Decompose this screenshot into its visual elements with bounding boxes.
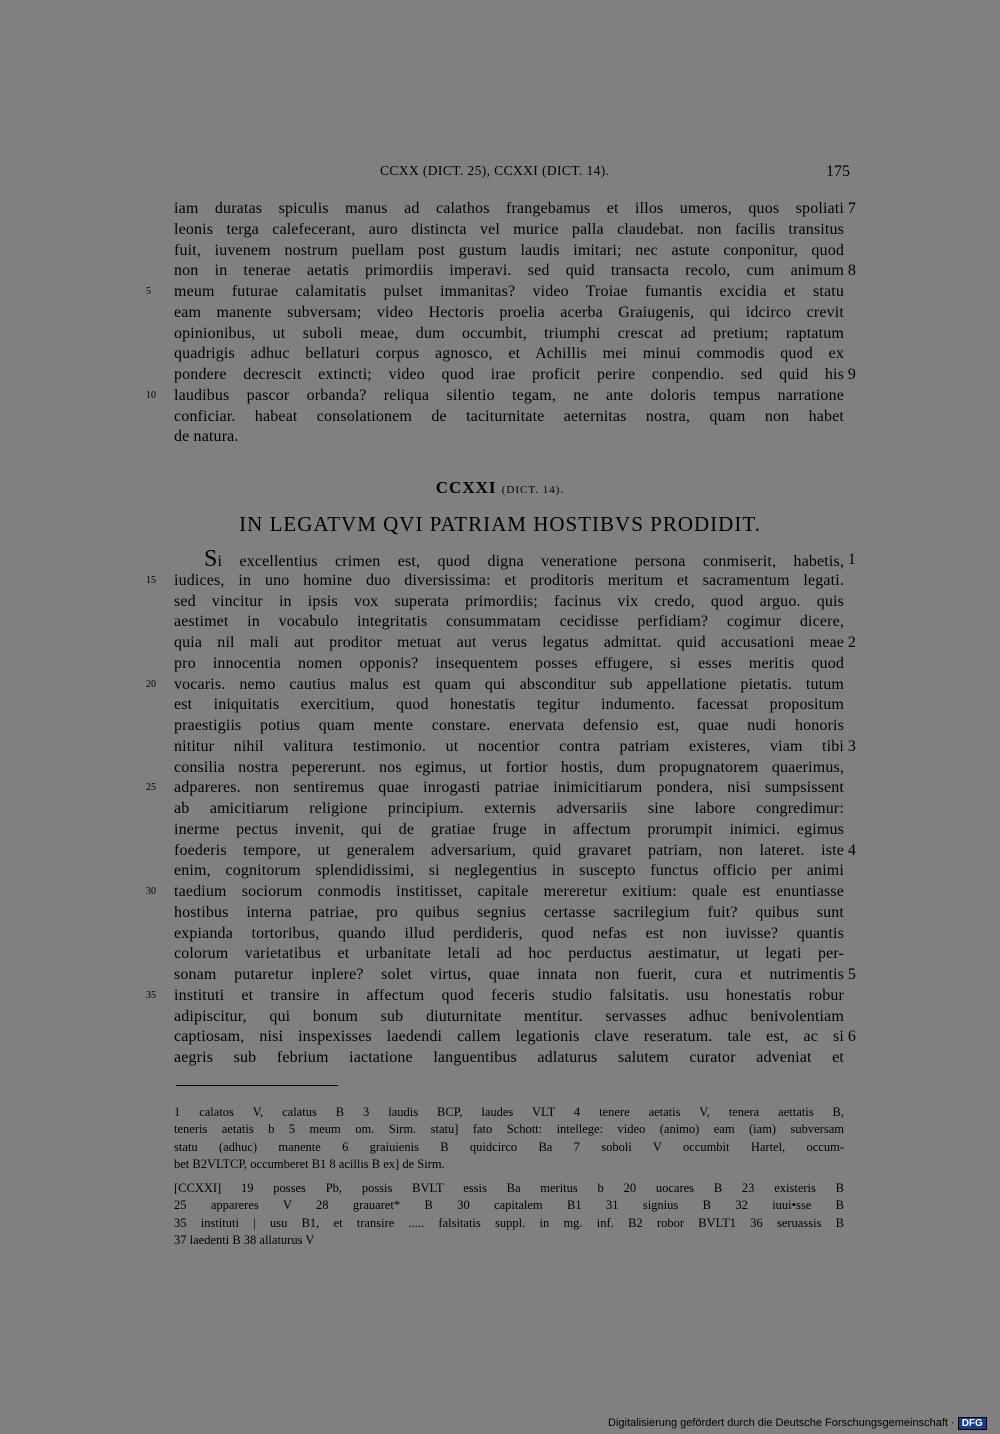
initial-letter: S xyxy=(204,546,218,572)
line-text: pondere decrescit extincti; video quod irae proficit perire conpendio. sed quid his xyxy=(174,366,844,383)
running-header xyxy=(380,163,850,185)
digitization-credit xyxy=(608,1417,987,1430)
line-text: sed vincitur in ipsis vox superata primordiis; facinus vix credo, quod arguo. quis xyxy=(174,592,844,610)
text-line xyxy=(174,385,844,406)
line-number: 35 xyxy=(146,989,156,1001)
line-text: iudices, in uno homine duo diversissima: et proditoris meritum et sacramentum legati. xyxy=(174,571,844,589)
text-line xyxy=(174,943,844,964)
line-number: 30 xyxy=(146,886,156,897)
text-line xyxy=(174,1047,844,1068)
line-text: captiosam, nisi inspexisses laedendi callem legationis clave reseratum. tale est, ac si xyxy=(174,1028,844,1046)
text-line xyxy=(174,964,856,985)
line-text: fuit, iuvenem nostrum puellam post gustum laudis imitari; nec astute conponitur, quod xyxy=(174,241,844,259)
line-text: meum futurae calamitatis pulset immanitas? video Troiae fumantis excidia et statu xyxy=(174,283,844,300)
section-marker: 4 xyxy=(847,841,856,859)
line-number: 20 xyxy=(146,678,156,690)
text-line xyxy=(174,198,856,219)
line-text: consilia nostra pepererunt. nos egimus, ut fortior hostis, dum propugnatorem quaerimus, xyxy=(174,758,844,776)
line-text: adpareres. non sentiremus quae inrogasti patriae inimicitiarum pondera, nisi sumpsissent xyxy=(174,779,844,797)
line-text: taedium sociorum conmodis institisset, capitale mereretur exitium: quale est enuntiasse xyxy=(174,883,844,900)
line-text: aegris sub febrium iactatione languentibus adlaturus salutem curator adveniat et xyxy=(174,1049,844,1066)
section-title: IN LEGATVM QVI PATRIAM HOSTIBVS PRODIDIT. xyxy=(239,512,761,536)
apparatus-line: statu (adhuc) manente 6 graiuienis B quidcirco Ba 7 soboli V occumbit Hartel, occum- xyxy=(174,1139,844,1154)
text-line xyxy=(174,798,844,819)
section-marker: 7 xyxy=(847,200,856,217)
apparatus-line: [CCXXI] 19 posses Pb, possis BVLT essis Ba meritus b 20 uocares B 23 existeris B xyxy=(174,1181,844,1195)
apparatus-line: 37 laedenti B 38 allaturus V xyxy=(174,1232,315,1247)
text-line xyxy=(174,1006,844,1027)
section-marker: 9 xyxy=(847,366,856,383)
line-text: leonis terga calefecerant, auro distincta vel murice palla claudebat. non facilis transitus xyxy=(174,220,844,238)
text-line xyxy=(174,281,844,302)
text-line xyxy=(174,777,844,798)
footnote-rule xyxy=(176,1085,338,1086)
running-title: CCXX (DICT. 25), CCXXI (DICT. 14). xyxy=(380,163,610,178)
text-line xyxy=(174,923,844,944)
line-text: colorum varietatibus et urbanitate letali ad hoc perductus aestimatur, ut legati per- xyxy=(174,945,844,963)
text-line xyxy=(204,546,856,572)
line-text: enim, cognitorum splendidissimi, si neglegentius in suscepto functus officio per animi xyxy=(174,862,844,880)
line-number: 10 xyxy=(146,389,156,401)
dfg-logo: DFG xyxy=(958,1417,987,1430)
text-line xyxy=(174,240,844,261)
text-line xyxy=(174,364,856,385)
line-text: inerme pectus invenit, qui de gratiae fruge in affectum prorumpit inimici. egimus xyxy=(174,820,844,838)
text-line xyxy=(174,632,856,653)
text-line xyxy=(174,591,844,612)
line-text: vocaris. nemo cautius malus est quam qui absconditur sub appellatione pietatis. tutum xyxy=(174,675,844,693)
line-number: 5 xyxy=(146,286,151,297)
text-line xyxy=(174,570,844,591)
text-line xyxy=(174,1026,856,1047)
page-number: 175 xyxy=(826,163,850,180)
line-text: quadrigis adhuc bellaturi corpus agnosco, et Achillis mei minui commodis quod ex xyxy=(174,345,844,363)
apparatus-line: teneris aetatis b 5 meum om. Sirm. statu] fato Schott: intellege: video (animo) eam (iam) subversam xyxy=(174,1122,844,1137)
credit-text: Digitalisierung gefördert durch die Deutsche Forschungsgemeinschaft · xyxy=(608,1417,955,1429)
section-heading xyxy=(0,478,1000,498)
line-text: pro innocentia nomen opponis? insequentem posses effugere, si esses meritis quod xyxy=(174,654,844,672)
line-text: quia nil mali aut proditor metuat aut verus legatus admittat. quid accusationi meae xyxy=(174,634,844,651)
text-line xyxy=(174,819,844,840)
text-line xyxy=(174,881,844,902)
line-text: hostibus interna patriae, pro quibus segnius certasse sacrilegium fuit? quibus sunt xyxy=(174,903,844,921)
line-text: instituti et transire in affectum quod feceris studio falsitatis. usu honestatis robur xyxy=(174,986,844,1004)
line-text: nititur nihil valitura testimonio. ut nocentior contra patriam existeres, viam tibi xyxy=(174,737,844,755)
line-text: ab amicitiarum religione principium. externis adversariis sine labore congredimur: xyxy=(174,800,844,817)
text-line xyxy=(174,860,844,881)
apparatus-line: 25 appareres V 28 grauaret* B 30 capitalem B1 31 signius B 32 iuui•sse B xyxy=(174,1198,844,1213)
text-line xyxy=(174,985,844,1006)
text-line xyxy=(174,653,844,674)
text-line xyxy=(174,343,844,364)
line-text: est iniquitatis exercitium, quod honestatis tegitur indumento. facessat propositum xyxy=(174,696,844,714)
section-marker: 8 xyxy=(847,262,856,280)
section-marker: 5 xyxy=(847,966,856,983)
apparatus-line: 35 instituti | usu B1, et transire ..... falsitatis suppl. in mg. inf. B2 robor BVLT1 36 seruassis B xyxy=(174,1215,844,1230)
apparatus-line: 1 calatos V, calatus B 3 laudis BCP, laudes VLT 4 tenere aetatis V, tenera aettatis B, xyxy=(174,1105,844,1119)
text-line xyxy=(174,219,844,240)
section-marker: 1 xyxy=(847,551,856,568)
section-marker: 6 xyxy=(847,1028,856,1046)
text-line xyxy=(174,426,844,447)
section-marker: 2 xyxy=(847,634,856,651)
text-line xyxy=(174,902,844,923)
line-text: expianda tortoribus, quando illud perdideris, quod nefas est non iuvisse? quantis xyxy=(174,924,844,942)
section-marker: 3 xyxy=(847,737,856,755)
line-text: iam duratas spiculis manus ad calathos frangebamus et illos umeros, quos spoliati xyxy=(174,200,844,217)
line-number: 25 xyxy=(146,782,156,794)
line-text: opinionibus, ut suboli meae, dum occumbit, triumphi crescat ad pretium; raptatum xyxy=(174,324,844,342)
line-text: praestigiis potius quam mente constare. enervata defensio est, quae nudi honoris xyxy=(174,717,844,734)
text-line xyxy=(174,736,856,757)
text-line xyxy=(174,715,844,736)
text-line xyxy=(174,840,856,861)
text-line xyxy=(174,406,844,427)
line-text: laudibus pascor orbanda? reliqua silentio tegam, ne ante doloris tempus narratione xyxy=(174,386,844,404)
section-number: CCXXI xyxy=(435,478,497,497)
text-line xyxy=(174,260,856,281)
section-dict: (DICT. 14). xyxy=(501,484,565,496)
line-number: 15 xyxy=(146,574,156,586)
apparatus-line: bet B2VLTCP, occumberet B1 8 acillis B ex] de Sirm. xyxy=(174,1156,445,1171)
text-line xyxy=(174,323,844,344)
line-text: sonam putaretur inplere? solet virtus, quae innata non fuerit, cura et nutrimentis xyxy=(174,966,844,983)
line-text: foederis tempore, ut generalem adversarium, quid gravaret patriam, non lateret. iste xyxy=(174,841,844,859)
line-text: adipiscitur, qui bonum sub diuturnitate mentitur. servasses adhuc benivolentiam xyxy=(174,1007,844,1025)
line-text: eam manente subversam; video Hectoris proelia acerba Graiugenis, qui idcirco crevit xyxy=(174,303,844,321)
line-text: i excellentius crimen est, quod digna veneratione persona conmiserit, habetis, xyxy=(217,553,844,570)
line-text: aestimet in vocabulo integritatis consummatam cecidisse perfidiam? cogimur dicere, xyxy=(174,613,844,631)
text-line xyxy=(174,302,844,323)
text-line xyxy=(174,611,844,632)
line-text: non in tenerae aetatis primordiis imperavi. sed quid transacta recolo, cum animum xyxy=(174,262,844,280)
text-line xyxy=(174,757,844,778)
text-line xyxy=(174,694,844,715)
line-text: conficiar. habeat consolationem de taciturnitate aeternitas nostra, quam non habet xyxy=(174,407,844,425)
text-line xyxy=(174,674,844,695)
line-text: de natura. xyxy=(174,428,239,446)
